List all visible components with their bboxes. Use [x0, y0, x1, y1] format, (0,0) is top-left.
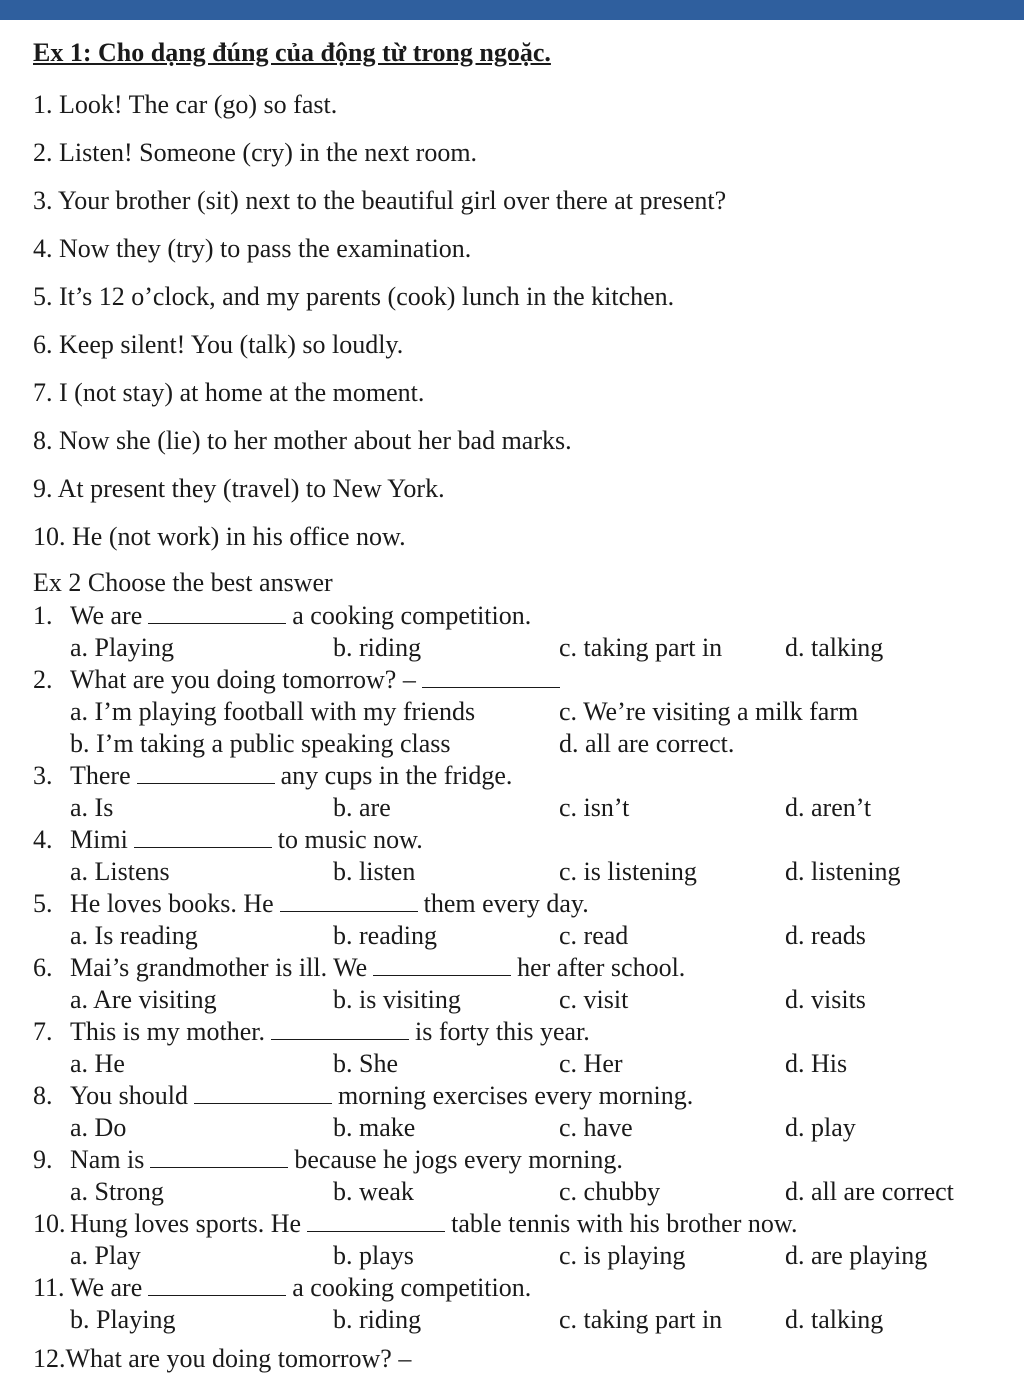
question-text-before: We are: [70, 1273, 143, 1302]
answer-option[interactable]: d. listening: [785, 857, 901, 886]
exercise-1-item: 7. I (not stay) at home at the moment.: [33, 378, 425, 407]
exercise-2-questions: [33, 600, 1023, 1336]
answer-option[interactable]: b. weak: [333, 1177, 414, 1206]
options-row: [33, 696, 1023, 728]
answer-option[interactable]: c. taking part in: [559, 633, 723, 662]
cut-off-question: 12.What are you doing tomorrow? –: [33, 1344, 412, 1373]
question-text-after: because he jogs every morning.: [294, 1145, 623, 1174]
question-row: [33, 1272, 1023, 1304]
question-row: [33, 1080, 1023, 1112]
answer-option[interactable]: b. riding: [333, 633, 422, 662]
question-row: [33, 824, 1023, 856]
options-row: [33, 920, 1023, 952]
question-text: [70, 888, 589, 920]
question-text-after: a cooking competition.: [292, 601, 532, 630]
answer-option[interactable]: b. listen: [333, 857, 416, 886]
question-text-after: them every day.: [423, 889, 589, 918]
answer-blank[interactable]: [150, 1145, 288, 1168]
question-text-before: What are you doing tomorrow? –: [70, 665, 416, 694]
answer-blank[interactable]: [280, 889, 418, 912]
exercise-1-title: Ex 1: Cho dạng đúng của động từ trong ngoặc.: [33, 38, 551, 67]
answer-option[interactable]: c. We’re visiting a milk farm: [559, 697, 859, 726]
answer-blank[interactable]: [137, 761, 275, 784]
answer-option[interactable]: c. taking part in: [559, 1305, 723, 1334]
answer-option[interactable]: c. is playing: [559, 1241, 686, 1270]
answer-option[interactable]: d. talking: [785, 1305, 884, 1334]
question-text-before: Mai’s grandmother is ill. We: [70, 953, 368, 982]
question-number: 11.: [33, 1273, 65, 1302]
options-row: [33, 984, 1023, 1016]
question-number: 8.: [33, 1081, 53, 1110]
question-number: 6.: [33, 953, 53, 982]
question-text: [70, 1208, 797, 1240]
answer-option[interactable]: d. play: [785, 1113, 856, 1142]
answer-option[interactable]: b. reading: [333, 921, 437, 950]
question-row: [33, 888, 1023, 920]
options-row: [33, 1048, 1023, 1080]
answer-option[interactable]: a. Strong: [70, 1177, 164, 1206]
answer-blank[interactable]: [194, 1081, 332, 1104]
answer-option[interactable]: b. I’m taking a public speaking class: [70, 729, 451, 758]
question-number: 4.: [33, 825, 53, 854]
answer-blank[interactable]: [373, 953, 511, 976]
answer-option[interactable]: b. make: [333, 1113, 416, 1142]
question-number: 9.: [33, 1145, 53, 1174]
answer-option[interactable]: d. visits: [785, 985, 866, 1014]
question-text-before: This is my mother.: [70, 1017, 265, 1046]
answer-option[interactable]: a. Is: [70, 793, 114, 822]
answer-option[interactable]: b. are: [333, 793, 391, 822]
exercise-1-item: 10. He (not work) in his office now.: [33, 522, 406, 551]
question-row: [33, 600, 1023, 632]
options-row: [33, 728, 1023, 760]
answer-option[interactable]: a. Are visiting: [70, 985, 217, 1014]
exercise-2-title: Ex 2 Choose the best answer: [33, 568, 333, 597]
answer-blank[interactable]: [134, 825, 272, 848]
question-number: 3.: [33, 761, 53, 790]
options-row: [33, 792, 1023, 824]
question-text-before: Hung loves sports. He: [70, 1209, 302, 1238]
question-text-after: table tennis with his brother now.: [451, 1209, 798, 1238]
question-text-before: Nam is: [70, 1145, 145, 1174]
answer-option[interactable]: d. His: [785, 1049, 848, 1078]
question-text-after: her after school.: [517, 953, 686, 982]
answer-option[interactable]: a. Listens: [70, 857, 170, 886]
exercise-1-item: 3. Your brother (sit) next to the beautiful girl over there at present?: [33, 186, 727, 215]
answer-option[interactable]: a. Playing: [70, 633, 174, 662]
question-row: [33, 664, 1023, 696]
options-row: [33, 1304, 1023, 1336]
answer-option[interactable]: c. is listening: [559, 857, 697, 886]
answer-option[interactable]: b. She: [333, 1049, 398, 1078]
answer-option[interactable]: a. Play: [70, 1241, 141, 1270]
question-number: 10.: [33, 1209, 66, 1238]
exercise-1-item: 1. Look! The car (go) so fast.: [33, 90, 338, 119]
question-text-after: is forty this year.: [415, 1017, 590, 1046]
question-number: 5.: [33, 889, 53, 918]
answer-option[interactable]: d. are playing: [785, 1241, 928, 1270]
question-row: [33, 1144, 1023, 1176]
answer-blank[interactable]: [148, 601, 286, 624]
exercise-1-item: 4. Now they (try) to pass the examination.: [33, 234, 472, 263]
exercise-1-item: 2. Listen! Someone (cry) in the next room.: [33, 138, 478, 167]
question-text-before: He loves books. He: [70, 889, 274, 918]
options-row: [33, 856, 1023, 888]
exercise-1-item: 9. At present they (travel) to New York.: [33, 474, 445, 503]
question-text: [70, 760, 512, 792]
answer-option[interactable]: c. read: [559, 921, 629, 950]
question-text: [70, 600, 531, 632]
answer-option[interactable]: a. He: [70, 1049, 125, 1078]
exercise-1-item: 6. Keep silent! You (talk) so loudly.: [33, 330, 404, 359]
answer-blank[interactable]: [307, 1209, 445, 1232]
answer-blank[interactable]: [271, 1017, 409, 1040]
question-text-before: Mimi: [70, 825, 128, 854]
answer-option[interactable]: b. riding: [333, 1305, 422, 1334]
question-text: [70, 1016, 590, 1048]
question-text-before: We are: [70, 601, 143, 630]
answer-option[interactable]: c. chubby: [559, 1177, 661, 1206]
answer-option[interactable]: b. Playing: [70, 1305, 176, 1334]
options-row: [33, 1240, 1023, 1272]
answer-blank[interactable]: [422, 665, 560, 688]
answer-blank[interactable]: [148, 1273, 286, 1296]
question-text: [70, 1080, 693, 1112]
top-bar: [0, 0, 1024, 20]
exercise-1-list: [33, 86, 1013, 566]
question-text-after: morning exercises every morning.: [338, 1081, 694, 1110]
question-number: 7.: [33, 1017, 53, 1046]
exercise-1-item: 5. It’s 12 o’clock, and my parents (cook) lunch in the kitchen.: [33, 282, 675, 311]
answer-option[interactable]: a. Is reading: [70, 921, 198, 950]
answer-option[interactable]: c. Her: [559, 1049, 623, 1078]
answer-option[interactable]: b. plays: [333, 1241, 414, 1270]
answer-option[interactable]: c. have: [559, 1113, 633, 1142]
options-row: [33, 1112, 1023, 1144]
question-text-after: to music now.: [277, 825, 423, 854]
question-row: [33, 760, 1023, 792]
exercise-1-item: 8. Now she (lie) to her mother about her bad marks.: [33, 426, 572, 455]
question-row: [33, 1016, 1023, 1048]
question-text: [70, 1144, 623, 1176]
question-text: [70, 664, 566, 696]
question-text: [70, 1272, 531, 1304]
answer-option[interactable]: d. aren’t: [785, 793, 872, 822]
answer-option[interactable]: a. I’m playing football with my friends: [70, 697, 476, 726]
answer-option[interactable]: d. reads: [785, 921, 866, 950]
question-text-before: You should: [70, 1081, 189, 1110]
question-row: [33, 1208, 1023, 1240]
answer-option[interactable]: d. talking: [785, 633, 884, 662]
answer-option[interactable]: c. visit: [559, 985, 629, 1014]
answer-option[interactable]: d. all are correct.: [559, 729, 735, 758]
question-number: 1.: [33, 601, 53, 630]
answer-option[interactable]: a. Do: [70, 1113, 127, 1142]
question-row: [33, 952, 1023, 984]
answer-option[interactable]: b. is visiting: [333, 985, 461, 1014]
question-text-after: any cups in the fridge.: [280, 761, 513, 790]
options-row: [33, 632, 1023, 664]
answer-option[interactable]: d. all are correct: [785, 1177, 954, 1206]
answer-option[interactable]: c. isn’t: [559, 793, 630, 822]
question-text-after: a cooking competition.: [292, 1273, 532, 1302]
question-text-before: There: [70, 761, 131, 790]
question-text: [70, 952, 685, 984]
question-text: [70, 824, 423, 856]
options-row: [33, 1176, 1023, 1208]
question-number: 2.: [33, 665, 53, 694]
